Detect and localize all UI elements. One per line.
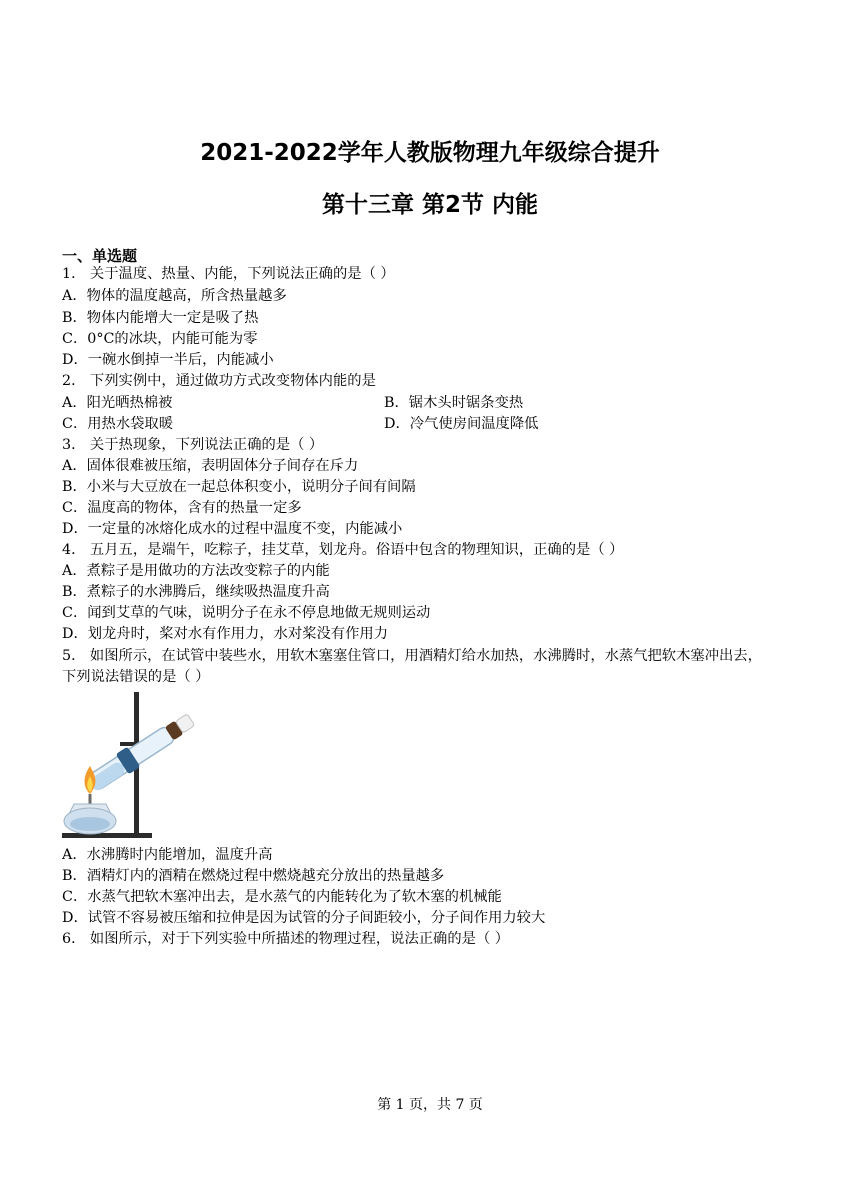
question-5-stem-line-1: 5． 如图所示，在试管中装些水，用软木塞塞住管口，用酒精灯给水加热，水沸腾时，水蒸气把软木塞冲出去， bbox=[62, 648, 762, 664]
question-2-option-a: A．阳光晒热棉被 bbox=[62, 395, 173, 411]
question-3-option-d: D．一定量的冰熔化成水的过程中温度不变，内能减小 bbox=[62, 521, 403, 537]
question-3-option-c: C．温度高的物体，含有的热量一定多 bbox=[62, 500, 302, 516]
question-1-option-d: D．一碗水倒掉一半后，内能减小 bbox=[62, 352, 274, 368]
question-3-stem: 3． 关于热现象，下列说法正确的是（ ） bbox=[62, 437, 324, 453]
lab-apparatus-illustration bbox=[60, 688, 210, 842]
question-3-option-a: A．固体很难被压缩，表明固体分子间存在斥力 bbox=[62, 458, 359, 474]
chapter-subtitle: 第十三章 第2节 内能 bbox=[321, 192, 539, 218]
question-2-option-b: B．锯木头时锯条变热 bbox=[384, 395, 524, 411]
question-1-option-b: B．物体内能增大一定是吸了热 bbox=[62, 310, 259, 326]
question-5-option-b: B．酒精灯内的酒精在燃烧过程中燃烧越充分放出的热量越多 bbox=[62, 868, 445, 884]
question-1-stem: 1． 关于温度、热量、内能，下列说法正确的是（ ） bbox=[62, 266, 395, 282]
question-5-option-a: A．水沸腾时内能增加，温度升高 bbox=[62, 847, 273, 863]
document-title: 2021-2022学年人教版物理九年级综合提升 bbox=[200, 140, 660, 166]
question-1-option-c: C．0°C的冰块，内能可能为零 bbox=[62, 331, 258, 347]
section-heading: 一、单选题 bbox=[62, 247, 138, 265]
question-4-option-a: A．煮粽子是用做功的方法改变粽子的内能 bbox=[62, 563, 330, 579]
question-4-option-b: B．煮粽子的水沸腾后，继续吸热温度升高 bbox=[62, 584, 330, 600]
question-6-stem: 6． 如图所示，对于下列实验中所描述的物理过程，说法正确的是（ ） bbox=[62, 931, 510, 947]
question-4-option-c: C．闻到艾草的气味，说明分子在永不停息地做无规则运动 bbox=[62, 605, 431, 621]
question-4-option-d: D．划龙舟时，桨对水有作用力，水对桨没有作用力 bbox=[62, 626, 388, 642]
question-2-option-c: C．用热水袋取暖 bbox=[62, 416, 174, 432]
question-5-option-c: C．水蒸气把软木塞冲出去，是水蒸气的内能转化为了软木塞的机械能 bbox=[62, 889, 502, 905]
page-footer: 第 1 页，共 7 页 bbox=[377, 1097, 483, 1113]
question-3-option-b: B．小米与大豆放在一起总体积变小，说明分子间有间隔 bbox=[62, 479, 416, 495]
question-2-stem: 2． 下列实例中，通过做功方式改变物体内能的是 bbox=[62, 373, 376, 389]
test-tube bbox=[84, 710, 198, 795]
test-tube-heating-figure bbox=[60, 688, 210, 846]
wick bbox=[89, 794, 92, 804]
question-2-option-d: D．冷气使房间温度降低 bbox=[384, 416, 539, 432]
question-4-stem: 4． 五月五，是端午，吃粽子，挂艾草，划龙舟。俗语中包含的物理知识，正确的是（ ） bbox=[62, 542, 624, 558]
question-5-option-d: D．试管不容易被压缩和拉伸是因为试管的分子间距较小，分子间作用力较大 bbox=[62, 910, 546, 926]
question-1-option-a: A．物体的温度越高，所含热量越多 bbox=[62, 288, 287, 304]
question-5-stem-line-2: 下列说法错误的是（ ） bbox=[62, 669, 210, 685]
